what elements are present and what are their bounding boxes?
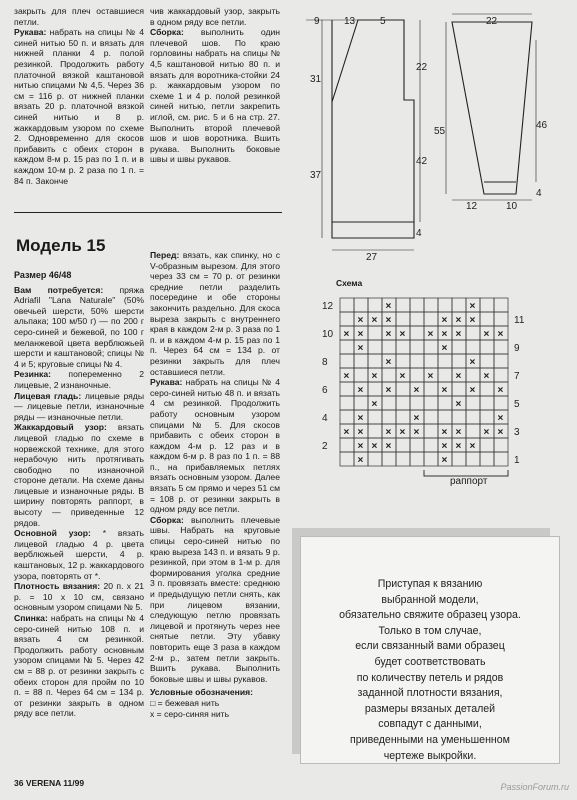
chart-cell <box>480 340 494 354</box>
chart-cross: × <box>385 329 392 340</box>
sleeve-outline <box>452 22 532 194</box>
chart-cell <box>340 382 354 396</box>
chart-cell <box>452 382 466 396</box>
chart-cross: × <box>455 427 462 438</box>
chart-cell <box>480 354 494 368</box>
chart-cell <box>396 410 410 424</box>
dim-4: 4 <box>416 228 422 239</box>
chart-cell <box>410 396 424 410</box>
chart-cross: × <box>413 427 420 438</box>
dim-5: 5 <box>380 16 386 27</box>
chart-cell <box>494 438 508 452</box>
legend-beige: □ = бежевая нить <box>150 697 220 708</box>
chart-cross: × <box>441 343 448 354</box>
body-outline <box>332 20 414 238</box>
row-label-left: 2 <box>322 441 328 452</box>
notice-line: будет соответствовать <box>374 655 486 668</box>
dim-37: 37 <box>310 170 322 181</box>
chart-cell <box>480 438 494 452</box>
chart-cross: × <box>385 357 392 368</box>
chart-cross: × <box>427 329 434 340</box>
rib-text: попеременно 2 лицевые, 2 изнаночные. <box>14 369 144 390</box>
dim-42: 42 <box>416 156 428 167</box>
chart-cell <box>424 298 438 312</box>
row-label-right: 1 <box>514 455 520 466</box>
chart-cell <box>368 424 382 438</box>
chart-cell <box>340 340 354 354</box>
section-divider <box>14 212 282 213</box>
chart-cell <box>466 340 480 354</box>
body-pattern-schematic <box>296 10 428 263</box>
main-pattern-text: * вязать лицевой гладью 4 р. цвета верблюжьей шерсти, 4 р. каштановых, 12 р. жаккардового узора, повторять от *. <box>14 528 144 581</box>
chart-cell <box>424 382 438 396</box>
chart-cross: × <box>497 413 504 424</box>
chart-cross: × <box>371 399 378 410</box>
notice-box <box>300 536 560 764</box>
assembly-text-2: выполнить плечевые швы. Набрать на круговые спицы серо-синей нитью по краю выреза 143 п. и вязать 9 р. резинкой, при этом в 1-м р. для формирования уголка средние 3 п. провязать вместе: среднюю и предыдущую петли снять, как при лицевом вязании, следующую петлю провязать лицевой и протянуть через нее снятые петли. Эту убавку повторить еще 3 раза в каждом 2-м р., затем петли закрыть. Вшить рукава. Выполнить боковые швы и швы рукавов. <box>150 514 280 684</box>
chart-cell <box>424 312 438 326</box>
chart-cross: × <box>455 441 462 452</box>
chart-cell <box>396 438 410 452</box>
chart-cell <box>368 354 382 368</box>
chart-cross: × <box>371 371 378 382</box>
chart-cell <box>340 452 354 466</box>
chart-cell <box>480 382 494 396</box>
chart-cell <box>438 410 452 424</box>
dim-9: 9 <box>314 16 320 27</box>
chart-cell <box>424 340 438 354</box>
chart-cell <box>494 298 508 312</box>
chart-cell <box>424 438 438 452</box>
jacquard-chart <box>318 290 538 470</box>
gauge-heading: Плотность вязания: <box>14 581 101 592</box>
row-label-right: 7 <box>514 371 520 382</box>
chart-cross: × <box>427 371 434 382</box>
sleeve-pattern-schematic <box>432 10 552 210</box>
chart-cross: × <box>441 329 448 340</box>
chart-cell <box>340 298 354 312</box>
front-heading: Перед: <box>150 250 180 260</box>
chart-cross: × <box>441 427 448 438</box>
rib-heading: Резинка: <box>14 369 51 380</box>
chart-cell <box>494 354 508 368</box>
top-left-column <box>14 6 144 186</box>
chart-cross: × <box>497 427 504 438</box>
chart-cell <box>424 396 438 410</box>
legend-heading: Условные обозначения: <box>150 687 253 698</box>
front-text: вязать, как спинку, но с V-образным вырезом. Для этого через 33 см = 70 р. от резинки средние петли разделить посередине и обе стороны закончить раздельно. Для скоса выреза закрыть с внутреннего края в каждом 2-м р. 3 раза по 1 п. и в каждом 4-м р. 15 раз по 1 п. Через 64 см = 134 р. от резинки закрыть для плеч оставшиеся петли. <box>150 250 281 377</box>
chart-cross: × <box>483 329 490 340</box>
chart-cell <box>368 410 382 424</box>
chart-cell <box>382 340 396 354</box>
chart-cross: × <box>441 441 448 452</box>
chart-cell <box>396 452 410 466</box>
chart-cell <box>480 410 494 424</box>
chart-cross: × <box>441 315 448 326</box>
chart-cell <box>438 298 452 312</box>
chart-cell <box>340 354 354 368</box>
notice-line: размеры вязаных деталей <box>364 702 496 715</box>
dim-27: 27 <box>366 252 378 263</box>
notice-line: Только в том случае, <box>378 624 482 637</box>
chart-cell <box>452 298 466 312</box>
chart-cell <box>354 354 368 368</box>
chart-cross: × <box>469 357 476 368</box>
chart-cell <box>494 452 508 466</box>
rapport-label: раппорт <box>450 476 488 487</box>
chart-cross: × <box>343 427 350 438</box>
chart-cell <box>410 368 424 382</box>
chart-cross: × <box>357 455 364 466</box>
sleeve-heading: Рукава: <box>150 377 183 388</box>
chart-cross: × <box>371 315 378 326</box>
chart-cell <box>396 396 410 410</box>
chart-cross: × <box>455 315 462 326</box>
chart-cell <box>410 298 424 312</box>
chart-cross: × <box>343 329 350 340</box>
notice-line: по количеству петель и рядов <box>356 671 504 684</box>
schema-title: Схема <box>336 278 363 288</box>
chart-cell <box>382 396 396 410</box>
chart-cross: × <box>455 371 462 382</box>
dim-46: 46 <box>536 120 548 131</box>
prev-text-2: чив жаккардовый узор, закрыть в одном ряду все петли. <box>150 6 280 27</box>
chart-cell <box>466 410 480 424</box>
chart-cell <box>480 312 494 326</box>
chart-cell <box>424 410 438 424</box>
chart-cell <box>340 438 354 452</box>
chart-cell <box>480 452 494 466</box>
notice-line: совпадут с данными, <box>378 718 482 731</box>
chart-cross: × <box>357 315 364 326</box>
chart-cross: × <box>469 441 476 452</box>
chart-cell <box>340 396 354 410</box>
notice-text <box>315 577 545 764</box>
chart-cell <box>466 452 480 466</box>
chart-cell <box>466 368 480 382</box>
chart-cross: × <box>371 441 378 452</box>
notice-line: Приступая к вязанию <box>377 578 483 590</box>
row-label-left: 8 <box>322 357 328 368</box>
top-right-column <box>150 6 280 165</box>
chart-cross: × <box>385 385 392 396</box>
prev-text: закрыть для плеч оставшиеся петли. <box>14 6 144 27</box>
chart-cross: × <box>357 343 364 354</box>
model-left-column <box>14 270 144 719</box>
dim-22-sleeve: 22 <box>486 16 498 27</box>
chart-cell <box>410 452 424 466</box>
chart-cross: × <box>469 301 476 312</box>
chart-cell <box>438 368 452 382</box>
materials-heading: Вам потребуется: <box>14 284 104 295</box>
chart-cross: × <box>385 315 392 326</box>
chart-cell <box>424 452 438 466</box>
row-label-left: 4 <box>322 413 328 424</box>
chart-cross: × <box>357 385 364 396</box>
chart-cell <box>368 452 382 466</box>
chart-cell <box>466 424 480 438</box>
chart-cell <box>466 326 480 340</box>
chart-cell <box>368 326 382 340</box>
chart-cross: × <box>483 427 490 438</box>
dim-10: 10 <box>506 201 518 212</box>
row-label-left: 10 <box>322 329 334 340</box>
jacquard-heading: Жаккардовый узор: <box>14 422 107 433</box>
legend-blue: x = серо-синяя нить <box>150 708 230 719</box>
chart-cross: × <box>455 329 462 340</box>
gauge-text: 20 п. х 21 р. = 10 х 10 см, связано основным узором спицами № 5. <box>14 581 144 613</box>
chart-cell <box>396 382 410 396</box>
chart-cross: × <box>357 329 364 340</box>
chart-cross: × <box>385 441 392 452</box>
page-footer: 36 VERENA 11/99 <box>14 778 85 788</box>
row-label-right: 11 <box>514 315 525 326</box>
chart-cell <box>368 298 382 312</box>
chart-cross: × <box>483 371 490 382</box>
row-label-left: 12 <box>322 301 334 312</box>
materials-text: пряжа Adriafil "Lana Naturale" (50% овечьей шерсти, 50% шерсти альпака; 100 м/50 г) — по 200 г серо-синей и бежевой, по 100 г меланжевой цвета верблюжьей шерсти и каштановой; спицы № 4 и 5; круговые спицы № 4. <box>14 284 144 369</box>
chart-cell <box>340 312 354 326</box>
chart-cell <box>410 438 424 452</box>
chart-cell <box>382 452 396 466</box>
chart-cell <box>340 410 354 424</box>
chart-cross: × <box>357 413 364 424</box>
chart-cell <box>410 312 424 326</box>
assembly-heading: Сборка: <box>150 27 184 38</box>
chart-cell <box>494 368 508 382</box>
sleeve-text: набрать на спицы № 4 серо-синей нитью 48 п. и вязать 4 см резинкой. Продолжить работу основным узором спицами № 5. Для скосов прибавить с обеих сторон в каждом 4-м р. 12 раз и в каждом 6-м р. 8 раз по 1 п. = 88 п., на прибавляемых петлях вязать основным узором. Далее вязать 5 см прямо и через 51 см = 108 р. от резинки закрыть в одном ряду все петли. <box>150 377 281 515</box>
chart-cell <box>410 340 424 354</box>
model-size: Размер 46/48 <box>14 270 72 280</box>
back-text: набрать на спицы № 4 серо-синей нитью 108 п. и вязать 4 см резинкой. Продолжить работу основным узором спицами № 5. Через 42 см = 88 р. от резинки закрыть с обеих сторон для пройм по 10 п. = 88 п. Через 64 см = 134 р. от резинки закрыть в одном ряду все петли. <box>14 613 145 719</box>
notice-line: заданной плотности вязания, <box>357 687 503 700</box>
dim-22: 22 <box>416 62 428 73</box>
chart-cross: × <box>441 385 448 396</box>
stockinette-text: лицевые ряды — лицевые петли, изнаночные ряды — изнаночные петли. <box>14 390 145 422</box>
model-right-column <box>150 250 280 719</box>
chart-cell <box>382 368 396 382</box>
chart-cell <box>382 410 396 424</box>
chart-cross: × <box>399 427 406 438</box>
chart-cell <box>494 396 508 410</box>
chart-cell <box>438 354 452 368</box>
back-heading: Спинка: <box>14 613 48 623</box>
chart-cell <box>452 354 466 368</box>
sleeves-heading: Рукава: <box>14 27 47 38</box>
chart-cross: × <box>441 455 448 466</box>
chart-cross: × <box>455 399 462 410</box>
chart-cross: × <box>469 315 476 326</box>
row-label-right: 5 <box>514 399 520 410</box>
chart-cell <box>424 354 438 368</box>
chart-cross: × <box>469 385 476 396</box>
chart-cross: × <box>497 385 504 396</box>
chart-cross: × <box>497 329 504 340</box>
chart-cell <box>396 312 410 326</box>
notice-line: обязательно свяжите образец узора. <box>339 609 521 622</box>
chart-cross: × <box>399 329 406 340</box>
chart-cross: × <box>385 301 392 312</box>
chart-cross: × <box>357 427 364 438</box>
row-label-left: 6 <box>322 385 328 396</box>
main-pattern-heading: Основной узор: <box>14 528 91 539</box>
assembly-heading-2: Сборка: <box>150 514 184 525</box>
chart-cell <box>368 340 382 354</box>
chart-cell <box>494 312 508 326</box>
dim-12: 12 <box>466 201 478 212</box>
chart-cell <box>396 340 410 354</box>
dim-31: 31 <box>310 74 322 85</box>
chart-cell <box>354 298 368 312</box>
chart-cell <box>438 396 452 410</box>
chart-cell <box>368 382 382 396</box>
chart-cross: × <box>357 441 364 452</box>
chart-cross: × <box>385 427 392 438</box>
assembly-text: выполнить один плечевой шов. По краю горловины набрать на спицы № 4,5 каштановой нитью 80 п. и вязать для воротника-стойки 24 р. жаккардовым узором по схеме 1 и 4 р. полой резинкой синей нитью, петли закрепить иглой, см. рис. 5 и 6 на стр. 27. Выполнить второй плечевой шов и шов воротника. Вшить рукава. Выполнить боковые швы и швы рукавов. <box>150 27 281 165</box>
chart-cross: × <box>413 385 420 396</box>
row-label-right: 3 <box>514 427 520 438</box>
model-title: Модель 15 <box>16 236 106 255</box>
chart-cell <box>452 452 466 466</box>
chart-cross: × <box>413 413 420 424</box>
chart-cell <box>452 340 466 354</box>
chart-cell <box>396 354 410 368</box>
dim-4-sleeve: 4 <box>536 188 542 199</box>
notice-line: приведенными на уменьшенном <box>350 733 510 746</box>
chart-cell <box>410 326 424 340</box>
dim-13: 13 <box>344 16 356 27</box>
row-label-right: 9 <box>514 343 520 354</box>
jacquard-text: вязать лицевой гладью по схеме в норвежской технике, для этого нерабочую нить протягивать свободно по изнаночной стороне детали. На схеме даны лицевые и изнаночные ряды. В ширину повторять раппорт, в высоту — приведенные 12 рядов. <box>14 422 144 528</box>
chart-cell <box>466 396 480 410</box>
chart-cell <box>452 410 466 424</box>
chart-cell <box>494 340 508 354</box>
chart-cell <box>354 368 368 382</box>
chart-cell <box>480 298 494 312</box>
chart-cross: × <box>343 371 350 382</box>
sleeves-text: набрать на спицы № 4 синей нитью 50 п. и вязать для нижней планки 4 р. полой резинкой. Продолжить работу платочной вязкой каштановой нитью спицами № 4,5. Через 36 см = 116 р. от нижней планки вязать 20 р. платочной вязкой синей нитью и 8 р. жаккардовым узором по схеме 2. Одновременно для скосов прибавить с обеих сторон в каждом 8-м р. 15 раз по 1 п. и в каждом 10-м р. 2 раза по 1 п. = 84 п. Законче <box>14 27 145 186</box>
chart-cell <box>410 354 424 368</box>
dim-55: 55 <box>434 126 446 137</box>
notice-line: если связанный вами образец <box>355 640 505 653</box>
notice-line: выбранной модели, <box>381 593 479 606</box>
chart-cell <box>480 396 494 410</box>
chart-cell <box>396 298 410 312</box>
chart-cell <box>424 424 438 438</box>
chart-cell <box>354 396 368 410</box>
notice-line: чертеже выкройки. <box>383 749 477 762</box>
chart-cross: × <box>399 371 406 382</box>
stockinette-heading: Лицевая гладь: <box>14 390 82 401</box>
watermark: PassionForum.ru <box>500 782 569 792</box>
